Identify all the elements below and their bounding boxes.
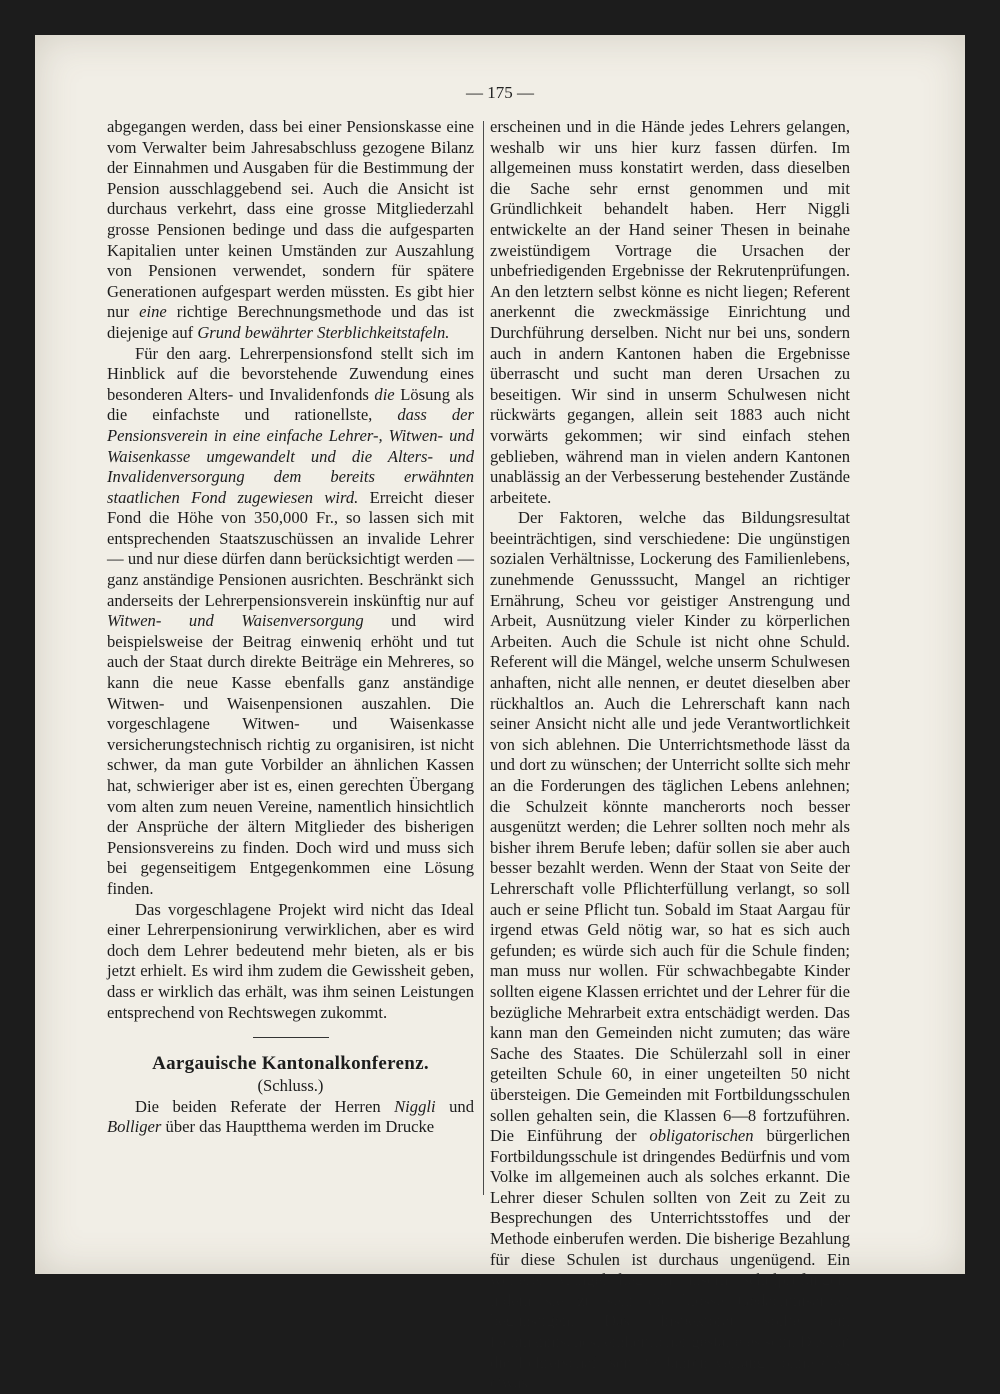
column-rule bbox=[483, 121, 484, 1195]
section-divider bbox=[253, 1037, 329, 1038]
italic-text: eine bbox=[139, 302, 167, 322]
paragraph bbox=[107, 1097, 474, 1138]
section-subtitle: (Schluss.) bbox=[257, 1076, 324, 1096]
text: abgegangen werden, dass bei einer Pensionskasse eine vom Verwalter beim Jahresabschluss gezogene Bilanz der Einnahmen und Ausgaben für die Bestimmung der Pension ausschlaggebend sei. Auch die Ansicht ist durchaus verkehrt, dass eine grosse Mitgliederzahl grosse Pensionen bedinge und dass die aufgesparten Kapitalien unter keinen Umständen zur Auszahlung von Pensionen verwendet, sondern für spätere Generationen aufgespart werden müssten. Es gibt hier nur bbox=[107, 117, 474, 322]
text: Erreicht dieser Fond die Höhe von 350,000 Fr., so lassen sich mit entsprechenden Staatszuschüssen an invalide Lehrer — und nur diese dürfen dann berücksichtigt werden — ganz anständige Pensionen ausrichten. Beschränkt sich anderseits der Lehrerpensionsverein inskünftig nur auf bbox=[107, 487, 474, 610]
text: Der Faktoren, welche das Bildungsresultat beeinträchtigen, sind verschiedene: Die ungünstigen sozialen Verhältnisse, Lockerung des Familienlebens, zunehmende Genusssucht, Mangel an richtiger Ernährung, Scheu vor geistiger Anstrengung und Arbeit, Ausnützung vieler Kinder zu körperlichen Arbeiten. Auch die Schule ist nicht ohne Schuld. Referent will die Mängel, welche unserm Schulwesen anhaften, nicht alle nennen, er deutet dieselben aber rückhaltlos an. Auch die Lehrerschaft kann nach seiner Ansicht nicht alle und jede Verantwortlichkeit von sich ablehnen. Die Unterrichtsmethode lässt da und dort zu wünschen; der Unterricht sollte sich mehr an die Forderungen des täglichen Lebens anlehnen; die Schulzeit könnte mancherorts noch besser ausgenützt werden; die Lehrer sollten noch mehr als bisher ihrem Berufe leben; dafür sollen sie aber auch besser bezahlt werden. Wenn der Staat von Seite der Lehrerschaft volle Pflichterfüllung verlangt, so soll auch er seine Pflicht tun. Sobald im Staat Aargau für irgend etwas Geld nötig war, so hat es sich auch gefunden; es würde sich auch für die Schule finden; man muss nur wollen. Für schwachbegabte Kinder sollten eigene Klassen errichtet und der Lehrer für die bezügliche Mehrarbeit extra entschädigt werden. Das kann man den Gemeinden nicht zumuten; das wäre Sache des Staates. Die Schülerzahl soll in einer geteilten Schule 60, in einer ungeteilten 50 nicht übersteigen. Die Gemeinden mit Fortbildungsschulen sollen gehalten sein, die Klassen 6—8 fortzuführen. Die Einführung der bbox=[490, 508, 850, 1146]
right-column bbox=[490, 117, 850, 1394]
left-column bbox=[107, 117, 474, 1138]
paragraph: erscheinen und in die Hände jedes Lehrers gelangen, weshalb wir uns hier kurz fassen dürfen. Im allgemeinen muss konstatirt werden, dass dieselben die Sache sehr ernst genommen und mit Gründlichkeit behandelt haben. Herr Niggli entwickelte an der Hand seiner Thesen in beinahe zweistündigem Vortrage die Ursachen der unbefriedigenden Ergebnisse der Rekrutenprüfungen. An den letztern selbst könne es nicht liegen; Referent anerkennt die zweckmässige Einrichtung und Durchführung derselben. Nicht nur bei uns, sondern auch in andern Kantonen haben die Ergebnisse überrascht und sucht man deren Ursachen zu beseitigen. Wir sind in unserm Schulwesen nicht rückwärts gegangen, allein seit 1883 auch nicht vorwärts gekommen; wir sind einfach stehen geblieben, während man in vielen andern Kantonen unablässig an der Verbesserung bestehender Zustände arbeitete. bbox=[490, 117, 850, 507]
text: richtige Berechnungsmethode und das ist diejenige auf bbox=[107, 302, 474, 342]
italic-text: dass der Pensionsverein in eine einfache Lehrer-, Witwen- und Waisenkasse umgewandelt und die Alters- und Invalidenversorgung dem bereits erwähnten staatlichen Fond zugewiesen wird. bbox=[107, 405, 475, 507]
text: über das Hauptthema werden im Drucke bbox=[161, 1117, 435, 1137]
italic-text: obligatorischen bbox=[649, 1126, 754, 1146]
text: Die beiden Referate der Herren bbox=[135, 1096, 395, 1116]
text: und wird beispielsweise der Beitrag einweniq erhöht und tut auch der Staat durch direkte Beiträge ein Mehreres, so kann die neue Kasse ebenfalls ganz anständige Witwen- und Waisenpensionen auszahlen. Die vorgeschlagene Witwen- und Waisenkasse versicherungstechnisch richtig zu organisiren, ist nicht schwer, da man gute Vorbilder an ähnlichen Kassen hat, schwieriger aber ist es, einen gerechten Übergang vom alten zum neuen Vereine, namentlich hinsichtlich der Ansprüche der ältern Mitglieder des bisherigen Pensionsvereins zu finden. Doch wird und muss sich bei gegenseitigem Entgegenkommen eine Lösung finden. bbox=[107, 611, 475, 898]
italic-text: Bolliger bbox=[107, 1117, 162, 1137]
text: bürgerlichen Fortbildungsschule ist dringendes Bedürfnis und vom Volke im allgemeinen auch als solches erkannt. Die Lehrer dieser Schulen sollten von Zeit zu Zeit zu Besprechungen des Unterrichtsstoffes und der Methode einberufen werden. Die bisherige Bezahlung für diese Schulen ist durchaus ungenügend. Ein weiterer Mangel liegt in unsern Schulprüfungen, indem sie zu sehr die blosse Gedächtnisarbeit begünstigen. Das Inspektorat sollte ein fachmännisches, einheitlicher gestaltetes sein. Das hat die Lehrerschaft seit 30 Jahren verlangt, ohne dass etwas bbox=[490, 1126, 851, 1393]
text: Lösung als die einfachste und rationellste, bbox=[107, 384, 475, 425]
italic-text: Grund bewährter Sterblichkeitstafeln. bbox=[197, 322, 450, 342]
page-number: — 175 — bbox=[466, 83, 534, 102]
paragraph bbox=[107, 117, 474, 344]
paragraph bbox=[490, 508, 850, 1394]
document-page bbox=[35, 35, 965, 1393]
text: Für den aarg. Lehrerpensionsfond stellt sich im Hinblick auf die bevorstehende Zuwendung eines besonderen Alters- und Invalidenfonds bbox=[107, 343, 474, 404]
paragraph: Das vorgeschlagene Projekt wird nicht das Ideal einer Lehrerpensionirung verwirklichen, aber es wird doch dem Lehrer bedeutend mehr bieten, als er bis jetzt erhielt. Es wird ihm zudem die Gewissheit geben, dass er wirklich das erhält, was ihm seinen Leistungen entsprechend von Rechtswegen zukommt. bbox=[107, 899, 474, 1022]
paragraph bbox=[107, 344, 474, 900]
italic-text: Niggli bbox=[394, 1096, 436, 1116]
text: und bbox=[435, 1096, 474, 1116]
section-title: Aargauische Kantonalkonferenz. bbox=[152, 1053, 429, 1075]
italic-text: Witwen- und Waisenversorgung bbox=[107, 611, 364, 631]
italic-text: die bbox=[374, 384, 395, 404]
